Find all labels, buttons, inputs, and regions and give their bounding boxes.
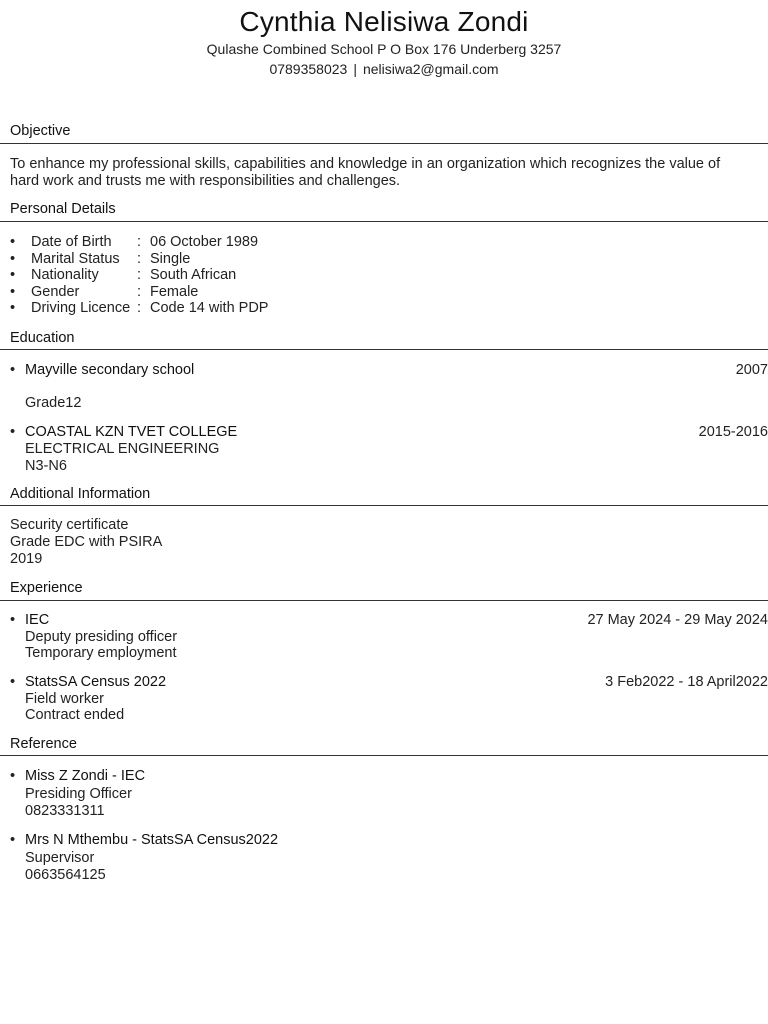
section-divider bbox=[0, 600, 768, 601]
experience-detail: Field worker bbox=[25, 690, 104, 707]
detail-label: Marital Status bbox=[31, 250, 120, 267]
section-title-education: Education bbox=[10, 330, 75, 346]
detail-colon: : bbox=[137, 250, 142, 267]
detail-label: Nationality bbox=[31, 267, 99, 283]
objective-text: To enhance my professional skills, capabilities and knowledge in an organization which recognizes the value of hard work and trusts me with responsibilities and challenges. bbox=[10, 156, 721, 189]
section-divider bbox=[0, 505, 768, 506]
detail-value: Female bbox=[150, 283, 199, 300]
detail-value: South African bbox=[150, 267, 237, 283]
phone-number: 0789358023 bbox=[269, 61, 348, 77]
section-divider bbox=[0, 221, 768, 222]
bullet-icon: • bbox=[10, 768, 16, 784]
experience-dates: 3 Feb2022 - 18 April2022 bbox=[605, 674, 768, 690]
detail-colon: : bbox=[137, 267, 142, 283]
reference-name: Mrs N Mthembu - StatsSA Census2022 bbox=[25, 832, 279, 848]
education-detail: Grade12 bbox=[25, 395, 82, 411]
additional-line: Grade EDC with PSIRA bbox=[10, 534, 163, 550]
section-title-personal-details: Personal Details bbox=[10, 201, 116, 217]
experience-employer: StatsSA Census 2022 bbox=[25, 674, 167, 690]
address-line: Qulashe Combined School P O Box 176 Underberg 3257 bbox=[206, 41, 562, 57]
education-detail: N3-N6 bbox=[25, 457, 67, 474]
bullet-icon: • bbox=[10, 283, 16, 300]
contact-line bbox=[0, 59, 768, 79]
contact-separator: | bbox=[353, 61, 357, 77]
bullet-icon: • bbox=[10, 674, 16, 690]
detail-value: Single bbox=[150, 250, 191, 267]
section-title-additional-information: Additional Information bbox=[10, 486, 151, 502]
education-institution: Mayville secondary school bbox=[25, 362, 195, 378]
bullet-icon: • bbox=[10, 832, 16, 848]
detail-value: Code 14 with PDP bbox=[150, 300, 269, 316]
bullet-icon: • bbox=[10, 250, 16, 267]
reference-detail: Presiding Officer bbox=[25, 786, 132, 802]
experience-detail: Deputy presiding officer bbox=[25, 628, 178, 645]
bullet-icon: • bbox=[10, 234, 16, 250]
education-date: 2007 bbox=[735, 362, 768, 378]
reference-name: Miss Z Zondi - IEC bbox=[25, 768, 146, 784]
reference-phone: 0663564125 bbox=[25, 866, 106, 883]
detail-colon: : bbox=[137, 283, 142, 300]
section-divider bbox=[0, 143, 768, 144]
section-title-objective: Objective bbox=[10, 123, 71, 139]
section-title-reference: Reference bbox=[10, 736, 77, 752]
detail-label: Date of Birth bbox=[31, 234, 112, 250]
detail-value: 06 October 1989 bbox=[150, 234, 259, 250]
candidate-name: Cynthia Nelisiwa Zondi bbox=[239, 6, 529, 37]
cv-header bbox=[0, 0, 768, 79]
section-divider bbox=[0, 349, 768, 350]
detail-label: Driving Licence bbox=[31, 300, 131, 316]
bullet-icon: • bbox=[10, 362, 16, 378]
education-detail: ELECTRICAL ENGINEERING bbox=[25, 441, 220, 457]
education-institution: COASTAL KZN TVET COLLEGE bbox=[25, 424, 238, 440]
education-date: 2015-2016 bbox=[698, 424, 768, 440]
experience-employer: IEC bbox=[25, 612, 50, 628]
experience-dates: 27 May 2024 - 29 May 2024 bbox=[587, 612, 768, 628]
bullet-icon: • bbox=[10, 300, 16, 316]
experience-detail: Contract ended bbox=[25, 707, 125, 723]
detail-label: Gender bbox=[31, 283, 80, 300]
additional-line: 2019 bbox=[10, 551, 43, 567]
email-address: nelisiwa2@gmail.com bbox=[362, 61, 499, 77]
experience-detail: Temporary employment bbox=[25, 645, 177, 661]
bullet-icon: • bbox=[10, 612, 16, 628]
additional-line: Security certificate bbox=[10, 517, 129, 533]
detail-colon: : bbox=[137, 234, 142, 250]
reference-detail: Supervisor bbox=[25, 850, 95, 866]
detail-colon: : bbox=[137, 300, 142, 316]
section-title-experience: Experience bbox=[10, 580, 83, 596]
section-divider bbox=[0, 755, 768, 756]
bullet-icon: • bbox=[10, 267, 16, 283]
reference-phone: 0823331311 bbox=[25, 802, 105, 819]
bullet-icon: • bbox=[10, 424, 16, 440]
